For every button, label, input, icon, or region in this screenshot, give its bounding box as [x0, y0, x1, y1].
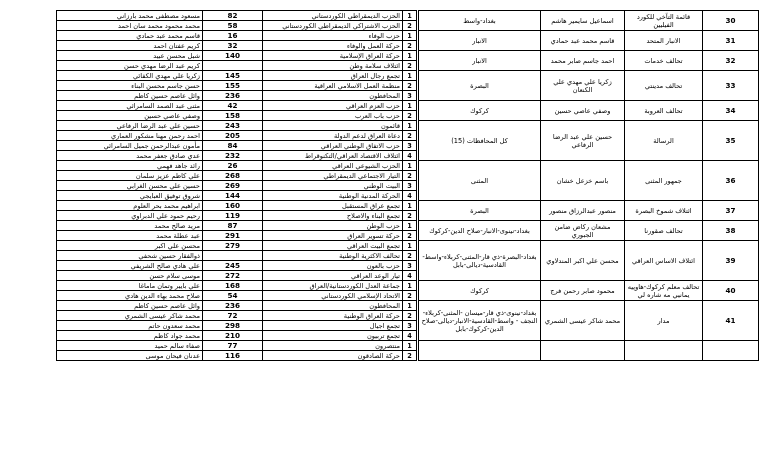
party-index: 2 — [403, 171, 417, 181]
coalitions-table — [418, 10, 759, 361]
registry-document — [56, 10, 758, 452]
list-number: 82 — [203, 11, 263, 21]
list-number: 236 — [203, 91, 263, 101]
table-row — [57, 201, 417, 211]
party-index: 2 — [403, 21, 417, 31]
party-name: تحالف الاكثرية الوطنية — [263, 251, 403, 261]
party-index: 2 — [403, 231, 417, 241]
province-cell: الانبار — [419, 51, 541, 71]
member-name: حسن جاسم محسن البناء — [57, 81, 203, 91]
list-number: 58 — [203, 21, 263, 31]
party-index: 2 — [403, 41, 417, 51]
party-index: 1 — [403, 161, 417, 171]
party-name: حزب بالعون — [263, 261, 403, 271]
table-row — [57, 231, 417, 241]
party-name: الحزب الديمقراطي الكوردستاني — [263, 11, 403, 21]
table-row — [57, 241, 417, 251]
table-row — [57, 261, 417, 271]
party-index: 1 — [403, 51, 417, 61]
party-name: تجمع البناء والاصلاح — [263, 211, 403, 221]
member-name: حسين علي عبد الرضا الرفاعي — [57, 121, 203, 131]
party-index: 4 — [403, 191, 417, 201]
table-row — [57, 251, 417, 261]
member-name: محمد جواد كاظم — [57, 331, 203, 341]
party-index: 3 — [403, 91, 417, 101]
table-row — [57, 91, 417, 101]
member-name: محسن علي اكبر — [57, 241, 203, 251]
leader-cell: اسماعيل سايمير هاشم — [541, 11, 625, 31]
party-name: الحزب الشيوعي العراقي — [263, 161, 403, 171]
member-name: صفاء سالم حميد — [57, 341, 203, 351]
party-name: تجمع البيت العراقي — [263, 241, 403, 251]
leader-cell: زكريا علي مهدي علي الكنعان — [541, 71, 625, 101]
party-name: دعاة العراق لدعم الدولة — [263, 131, 403, 141]
table-row — [57, 51, 417, 61]
coalition-number: 36 — [703, 161, 759, 201]
coalition-number: 35 — [703, 121, 759, 161]
list-number: 298 — [203, 321, 263, 331]
table-row — [57, 221, 417, 231]
province-cell: بغداد-البصرة-ذي قار-المثنى-كربلاء-واسط-القادسية-ديالى-بابل — [419, 241, 541, 281]
coalition-name: قائمة التآخي للكورد الفيليين — [625, 11, 703, 31]
party-index: 3 — [403, 321, 417, 331]
coalition-number: 30 — [703, 11, 759, 31]
member-name: محمد سعدون حاتم — [57, 321, 203, 331]
party-name: حزب العزم العراقي — [263, 101, 403, 111]
party-index: 2 — [403, 251, 417, 261]
party-index: 1 — [403, 11, 417, 21]
list-number: 291 — [203, 231, 263, 241]
coalition-name: تحالف صقورنا — [625, 221, 703, 241]
list-number: 87 — [203, 221, 263, 231]
party-index: 4 — [403, 271, 417, 281]
coalition-name: تحالف العروبة — [625, 101, 703, 121]
member-name: كريم عفتان احمد — [57, 41, 203, 51]
party-name: تجمع رجال العراق — [263, 71, 403, 81]
table-row — [57, 311, 417, 321]
table-row — [57, 161, 417, 171]
member-name: محمد شاكر عيسى الشمري — [57, 311, 203, 321]
table-row — [57, 11, 417, 21]
table-row — [57, 101, 417, 111]
province-cell — [419, 341, 541, 361]
list-number: 144 — [203, 191, 263, 201]
member-name: ذوالفقار حسين شحفي — [57, 251, 203, 261]
party-name: جماعة العدل الكوردستانية/العراق — [263, 281, 403, 291]
list-number: 32 — [203, 41, 263, 51]
list-number: 26 — [203, 161, 263, 171]
leader-cell: قاسم محمد عبد حمادي — [541, 31, 625, 51]
leader-cell: باسم خزعل خشان — [541, 161, 625, 201]
table-row — [57, 301, 417, 311]
party-index: 1 — [403, 71, 417, 81]
province-cell: البصرة — [419, 201, 541, 221]
list-number: 272 — [203, 271, 263, 281]
coalition-number — [703, 341, 759, 361]
party-name: الحركة المدنية الوطنية — [263, 191, 403, 201]
leader-cell: مشعان ركاض ضامن الجبوري — [541, 221, 625, 241]
list-number: 116 — [203, 351, 263, 361]
leader-cell: وصفي عاصي حسين — [541, 101, 625, 121]
party-index: 2 — [403, 111, 417, 121]
party-name: التيار الاجتماعي الديمقراطي — [263, 171, 403, 181]
party-name: حركة الصادقون — [263, 351, 403, 361]
member-name: وائل عاصم حسين كاظم — [57, 91, 203, 101]
list-number: 160 — [203, 201, 263, 211]
member-name: شروق توفيق العبايجي — [57, 191, 203, 201]
member-name: محمد محمود محمد سان احمد — [57, 21, 203, 31]
member-name: مثنى عبد الصمد السامرائي — [57, 101, 203, 111]
party-name: المحافظون — [263, 91, 403, 101]
party-name: الاتحاد الإسلامي الكوردستاني — [263, 291, 403, 301]
party-index: 2 — [403, 61, 417, 71]
party-index: 1 — [403, 341, 417, 351]
table-row — [57, 321, 417, 331]
list-number: 268 — [203, 171, 263, 181]
province-cell: بغداد-واسط — [419, 11, 541, 31]
table-row — [57, 81, 417, 91]
list-number: 145 — [203, 71, 263, 81]
coalition-name — [625, 341, 703, 361]
list-number: 77 — [203, 341, 263, 351]
member-name: صلاح محمد بهاء الدين هادي — [57, 291, 203, 301]
party-index: 1 — [403, 121, 417, 131]
list-number: 245 — [203, 261, 263, 271]
leader-cell — [541, 341, 625, 361]
member-name: احمد رحمن مهنا مشكور العماري — [57, 131, 203, 141]
list-number: 155 — [203, 81, 263, 91]
party-index: 1 — [403, 31, 417, 41]
leader-cell: منصور عبدالرزاق منصور — [541, 201, 625, 221]
coalition-number: 39 — [703, 241, 759, 281]
coalition-name: تحالف مدينتي — [625, 71, 703, 101]
party-index: 2 — [403, 311, 417, 321]
party-index: 2 — [403, 211, 417, 221]
list-number: 119 — [203, 211, 263, 221]
list-number: 16 — [203, 31, 263, 41]
coalition-number: 32 — [703, 51, 759, 71]
table-row — [57, 141, 417, 151]
leader-cell: حسين علي عبد الرضا الرفاعي — [541, 121, 625, 161]
party-name: حزب الوطن — [263, 221, 403, 231]
party-name: حركة العراق الإسلامية — [263, 51, 403, 61]
member-name: عدي صادق جعفر محمد — [57, 151, 203, 161]
party-index: 1 — [403, 301, 417, 311]
province-cell: المثنى — [419, 161, 541, 201]
coalition-number: 41 — [703, 301, 759, 341]
member-name: زكريا علي مهدي الكفائي — [57, 71, 203, 81]
list-number: 42 — [203, 101, 263, 111]
table-row — [57, 181, 417, 191]
member-name: عدنان فيحان موسى — [57, 351, 203, 361]
table-row — [57, 191, 417, 201]
party-name: ائتلاف الاقتصاد العراقي/التكنوقراط — [263, 151, 403, 161]
member-name: كريم عبد الرضا مهدي حسن — [57, 61, 203, 71]
party-index: 2 — [403, 291, 417, 301]
party-members-table — [56, 10, 417, 361]
table-row — [57, 271, 417, 281]
member-name: قاسم محمد عبد حمادي — [57, 31, 203, 41]
party-index: 3 — [403, 181, 417, 191]
table-row — [57, 61, 417, 71]
table-row — [57, 151, 417, 161]
member-name: عبد عطلة محمد — [57, 231, 203, 241]
province-cell: الانبار — [419, 31, 541, 51]
member-name: حسين علي محسن الغرابي — [57, 181, 203, 191]
list-number: 243 — [203, 121, 263, 131]
list-number — [203, 251, 263, 261]
leader-cell: محمد شاكر عيسى الشمري — [541, 301, 625, 341]
coalition-name: جمهور المثنى — [625, 161, 703, 201]
party-name: تجمع عراق المستقبل — [263, 201, 403, 211]
leader-cell: محمود صابر رحمن فرج — [541, 281, 625, 301]
party-name: تجمع تربيون — [263, 331, 403, 341]
list-number: 54 — [203, 291, 263, 301]
coalition-number: 31 — [703, 31, 759, 51]
party-index: 3 — [403, 141, 417, 151]
party-index: 2 — [403, 131, 417, 141]
member-name: رائد جاهد فهمي — [57, 161, 203, 171]
party-index: 4 — [403, 151, 417, 161]
party-name: المحافظون — [263, 301, 403, 311]
table-row — [57, 331, 417, 341]
list-number: 205 — [203, 131, 263, 141]
table-row — [57, 291, 417, 301]
province-cell: كركوك — [419, 101, 541, 121]
party-name: البيت الوطني — [263, 181, 403, 191]
coalition-number: 33 — [703, 71, 759, 101]
list-number: 140 — [203, 51, 263, 61]
coalition-number: 38 — [703, 221, 759, 241]
party-index: 1 — [403, 241, 417, 251]
member-name: رحيم حمود علي الدبراوي — [57, 211, 203, 221]
table-row — [57, 41, 417, 51]
list-number: 279 — [203, 241, 263, 251]
party-name: حركة تسوير العراق — [263, 231, 403, 241]
list-number: 236 — [203, 301, 263, 311]
party-name: الحزب الاشتراكي الديمقراطي الكوردستاني — [263, 21, 403, 31]
party-name: حزب باب العرب — [263, 111, 403, 121]
member-name: ابراهيم محمد بحر العلوم — [57, 201, 203, 211]
party-name: حركة العمل والوفاء — [263, 41, 403, 51]
coalition-name: ائتلاف الاساس العراقي — [625, 241, 703, 281]
party-index: 2 — [403, 81, 417, 91]
party-index: 4 — [403, 331, 417, 341]
party-name: تيار الوعد العراقي — [263, 271, 403, 281]
party-index: 1 — [403, 281, 417, 291]
member-name: موسى سلام حسن — [57, 271, 203, 281]
coalition-name: تحالف خدمات — [625, 51, 703, 71]
province-cell: بغداد-نينوى-ذي قار-ميسان -المثنى-كربلاء-النجف - واسط-القادسية-الانبار-ديالى-صلاح الدين-كركوك-بابل — [419, 301, 541, 341]
list-number: 269 — [203, 181, 263, 191]
table-row — [57, 31, 417, 41]
list-number: 232 — [203, 151, 263, 161]
party-name: ائتلاف سلامة وطن — [263, 61, 403, 71]
coalition-name: مدار — [625, 301, 703, 341]
member-name: شبل محسن عبيد — [57, 51, 203, 61]
list-number: 84 — [203, 141, 263, 151]
list-number: 72 — [203, 311, 263, 321]
member-name: علي كاظم عزيز سلمان — [57, 171, 203, 181]
table-row — [57, 131, 417, 141]
table-row — [57, 71, 417, 81]
coalition-name: ائتلاف شموخ البصرة — [625, 201, 703, 221]
table-row — [57, 281, 417, 291]
province-cell: بغداد-نينوى-الانبار-صلاح الدين-كركوك — [419, 221, 541, 241]
party-index: 2 — [403, 351, 417, 361]
table-row — [57, 351, 417, 361]
coalition-number: 40 — [703, 281, 759, 301]
party-index: 1 — [403, 221, 417, 231]
coalition-name: الانبار المتحد — [625, 31, 703, 51]
member-name: مريد صالح محمد — [57, 221, 203, 231]
member-name: مسعود مصطفى محمد بارزاني — [57, 11, 203, 21]
province-cell: كل المحافظات (15) — [419, 121, 541, 161]
list-number: 168 — [203, 281, 263, 291]
coalition-name: الرسالة — [625, 121, 703, 161]
party-name: تجمع اجيال — [263, 321, 403, 331]
party-index: 3 — [403, 261, 417, 271]
list-number — [203, 61, 263, 71]
party-index: 1 — [403, 101, 417, 111]
party-name: حزب الاتفاق الوطني العراقي — [263, 141, 403, 151]
table-row — [57, 111, 417, 121]
leader-cell: احمد جاسم صابر محمد — [541, 51, 625, 71]
table-row — [57, 341, 417, 351]
coalition-name: تحالف معلم كركوك-هاوپيه يمانيي مه شاره لي — [625, 281, 703, 301]
party-name: منظمة العمل الاسلامي العراقية — [263, 81, 403, 91]
table-row — [57, 121, 417, 131]
table-row — [57, 211, 417, 221]
province-cell: كركوك — [419, 281, 541, 301]
member-name: علي بايير وتمان ماماغا — [57, 281, 203, 291]
leader-cell: محسن علي اكبر المندلاوي — [541, 241, 625, 281]
member-name: وصفي عاصي حسين — [57, 111, 203, 121]
table-row — [57, 21, 417, 31]
list-number: 210 — [203, 331, 263, 341]
table-row — [57, 171, 417, 181]
member-name: علي هادي صالح الشريفي — [57, 261, 203, 271]
party-name: حركة العراق الوطنية — [263, 311, 403, 321]
coalition-number: 34 — [703, 101, 759, 121]
party-name: قائمون — [263, 121, 403, 131]
province-cell: البصرة — [419, 71, 541, 101]
member-name: مأمون عبدالرحمن جميل السامرائي — [57, 141, 203, 151]
list-number: 158 — [203, 111, 263, 121]
party-name: حزب الوفاء — [263, 31, 403, 41]
party-name: منتصرون — [263, 341, 403, 351]
coalition-number: 37 — [703, 201, 759, 221]
member-name: وائل عاصم حسين كاظم — [57, 301, 203, 311]
party-index: 1 — [403, 201, 417, 211]
